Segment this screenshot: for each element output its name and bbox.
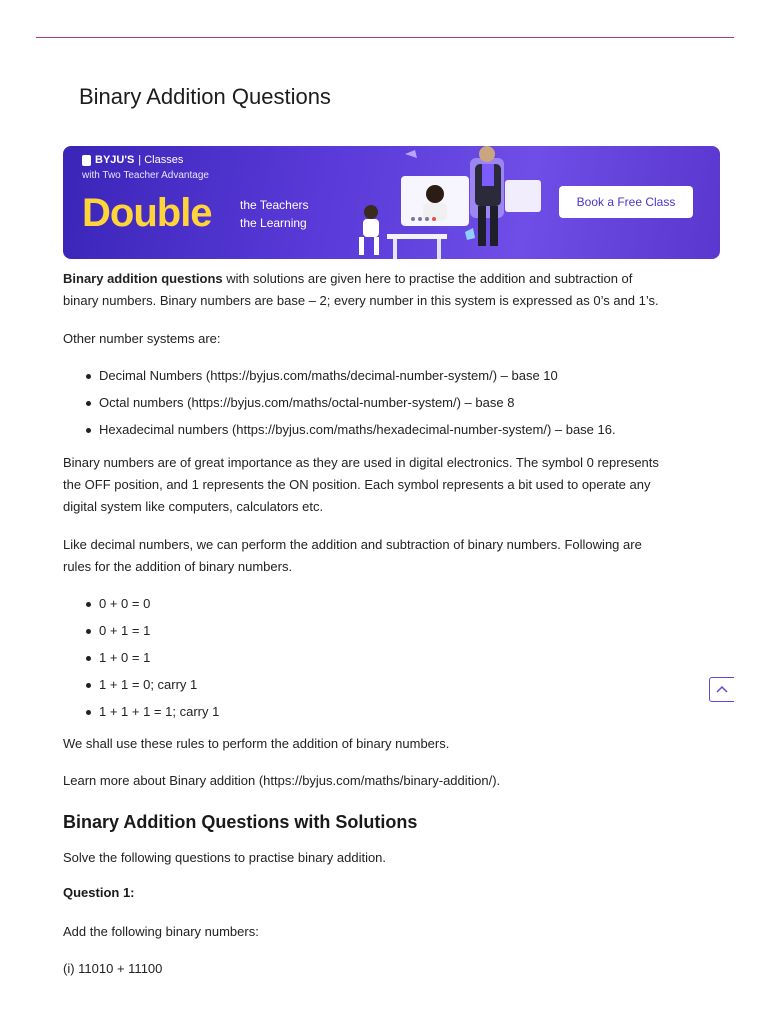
teacher-illustration — [345, 146, 555, 259]
brand-name: BYJU'S — [95, 154, 135, 166]
list-item: Decimal Numbers (https://byjus.com/maths/decimal-number-system/) – base 10 — [63, 366, 616, 393]
learn-more-text: Learn more about Binary addition (https://byjus.com/maths/binary-addition/). — [63, 773, 501, 788]
intro-rest: with solutions are given here to practise the addition and subtraction of — [222, 271, 633, 286]
question-part-1: (i) 11010 + 11100 — [63, 961, 163, 976]
page-title: Binary Addition Questions — [79, 84, 331, 109]
book-free-class-button[interactable]: Book a Free Class — [559, 186, 693, 218]
list-item: Hexadecimal numbers (https://byjus.com/maths/hexadecimal-number-system/) – base 16. — [63, 420, 616, 447]
banner-subline-teachers: the Teachers — [240, 198, 309, 212]
chevron-up-icon — [710, 678, 734, 701]
use-rules-text: We shall use these rules to perform the addition of binary numbers. — [63, 736, 450, 751]
addition-rules-list — [63, 594, 219, 729]
top-divider — [36, 37, 734, 38]
rules-intro-line-2: rules for the addition of binary numbers. — [63, 559, 293, 574]
banner-subline-learning: the Learning — [240, 216, 307, 230]
banner-tagline: with Two Teacher Advantage — [82, 170, 209, 181]
list-item: Octal numbers (https://byjus.com/maths/octal-number-system/) – base 8 — [63, 393, 616, 420]
brand-suffix: | Classes — [138, 154, 184, 166]
list-item: 1 + 0 = 1 — [63, 648, 219, 675]
question-label: Question 1: — [63, 885, 135, 900]
list-item: 0 + 1 = 1 — [63, 621, 219, 648]
question-instruction: Add the following binary numbers: — [63, 924, 259, 939]
importance-line-2: the OFF position, and 1 represents the ON position. Each symbol represents a bit used to operate any — [63, 477, 651, 492]
other-systems-label: Other number systems are: — [63, 331, 221, 346]
importance-line-3: digital system like computers, calculators etc. — [63, 499, 324, 514]
list-item: 1 + 1 + 1 = 1; carry 1 — [63, 702, 219, 729]
intro-line-1 — [63, 268, 632, 290]
brand-logo — [82, 154, 183, 166]
importance-line-1: Binary numbers are of great importance as they are used in digital electronics. The symbol 0 represents — [63, 455, 659, 470]
solutions-heading: Binary Addition Questions with Solutions — [63, 812, 418, 832]
promo-banner[interactable] — [63, 146, 720, 259]
solutions-intro: Solve the following questions to practise binary addition. — [63, 850, 387, 865]
banner-headline: Double — [82, 191, 212, 235]
list-item: 0 + 0 = 0 — [63, 594, 219, 621]
byjus-logo-icon — [82, 155, 91, 166]
intro-line-2: binary numbers. Binary numbers are base – 2; every number in this system is expressed as 0’s and 1’s. — [63, 293, 659, 308]
list-item: 1 + 1 = 0; carry 1 — [63, 675, 219, 702]
scroll-to-top-button[interactable] — [709, 677, 734, 702]
rules-intro-line-1: Like decimal numbers, we can perform the addition and subtraction of binary numbers. Following are — [63, 537, 642, 552]
number-systems-list — [63, 366, 616, 447]
intro-bold-lead: Binary addition questions — [63, 271, 223, 286]
